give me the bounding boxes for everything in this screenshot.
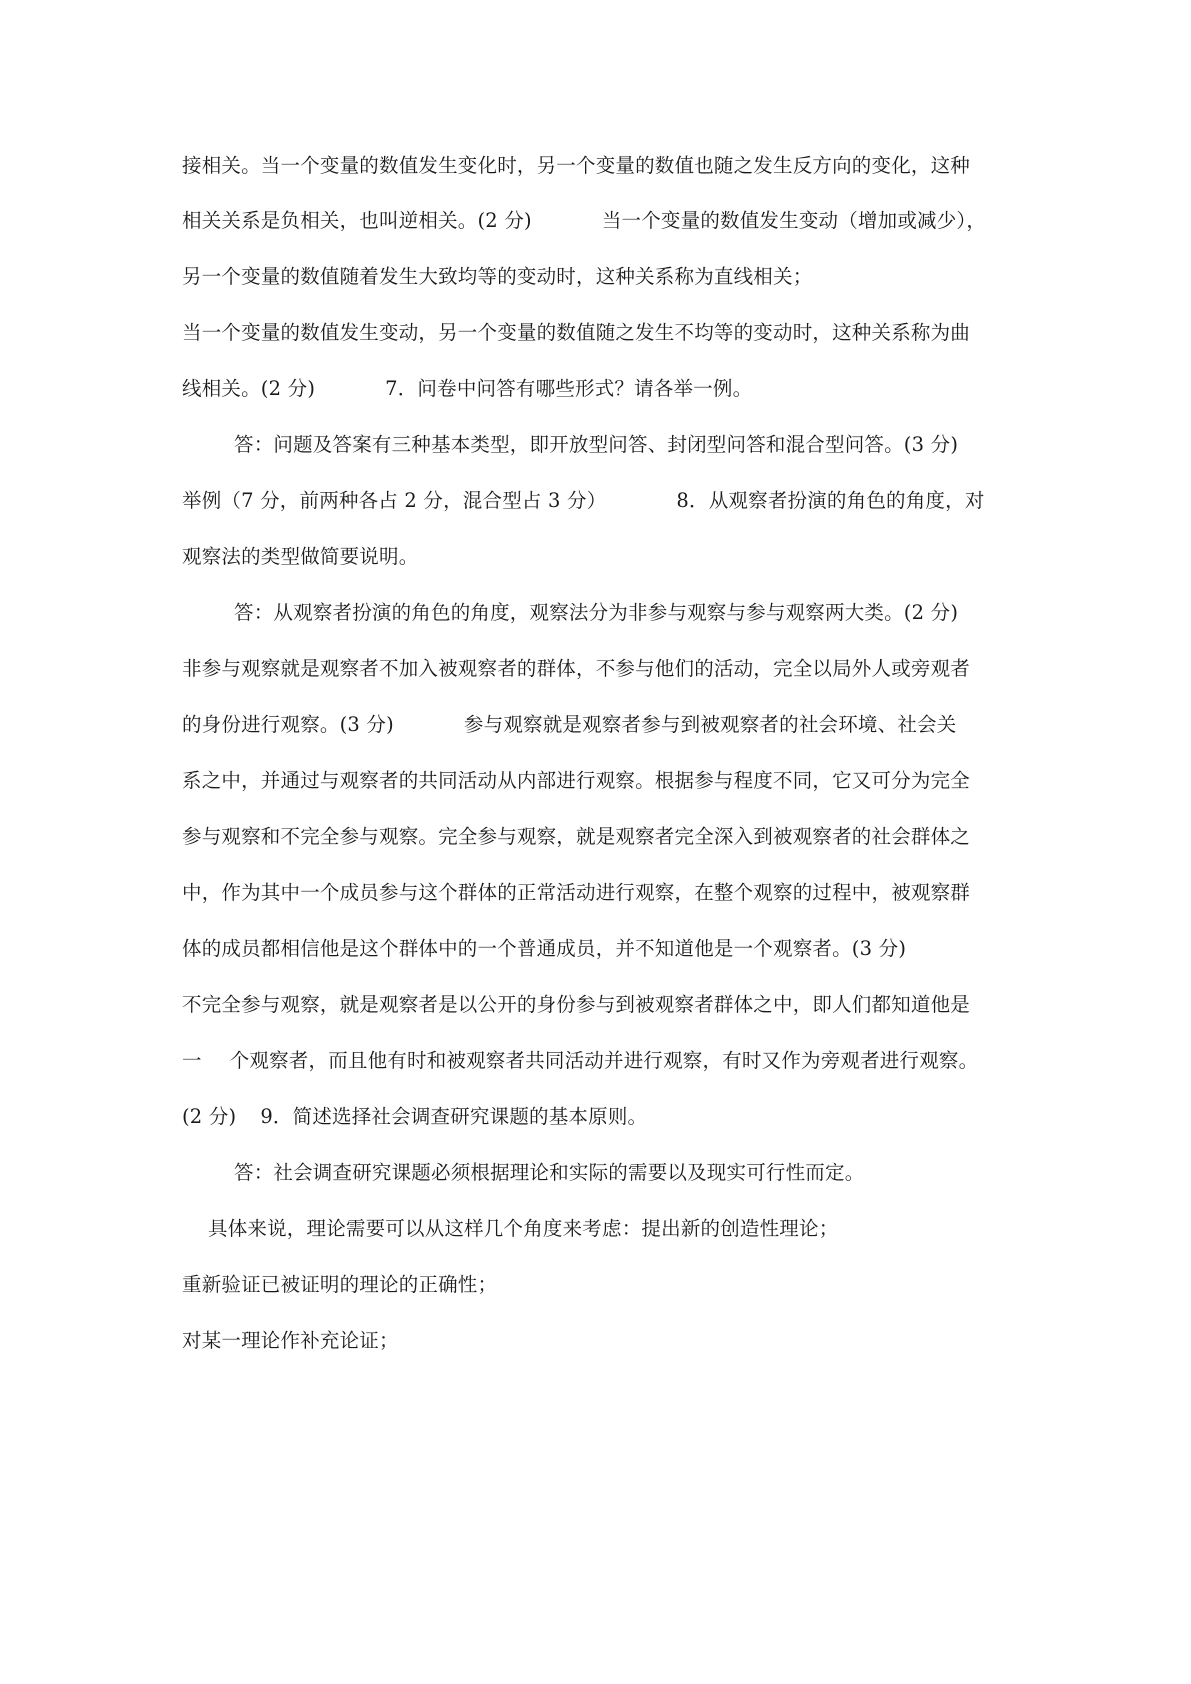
- text-segment: 相关关系是负相关，也叫逆相关。(2 分): [182, 209, 532, 232]
- question-heading: 8．从观察者扮演的角色的角度，对: [676, 489, 985, 512]
- text-segment: 的身份进行观察。(3 分): [182, 713, 394, 736]
- paragraph-line: [182, 1104, 1022, 1130]
- text-segment: 体的成员都相信他是这个群体中的一个普通成员，并不知道他是一个观察者。(3 分): [182, 937, 907, 960]
- paragraph-line: [182, 264, 1022, 290]
- paragraph-line: [182, 656, 1022, 682]
- text-segment: 重新验证已被证明的理论的正确性；: [182, 1273, 498, 1296]
- text-segment: 对某一理论作补充论证；: [182, 1329, 399, 1352]
- text-segment: 非参与观察就是观察者不加入被观察者的群体，不参与他们的活动，完全以局外人或旁观者: [182, 657, 971, 680]
- text-segment: 具体来说，理论需要可以从这样几个角度来考虑：提出新的创造性理论；: [208, 1217, 839, 1240]
- text-segment: 中，作为其中一个成员参与这个群体的正常活动进行观察，在整个观察的过程中，被观察群: [182, 881, 971, 904]
- text-segment: 另一个变量的数值随着发生大致均等的变动时，这种关系称为直线相关；: [182, 265, 813, 288]
- paragraph-line: [182, 544, 1022, 570]
- text-segment: (2 分): [182, 1105, 237, 1128]
- text-segment: 线相关。(2 分): [182, 377, 316, 400]
- paragraph-line: [208, 1216, 1022, 1242]
- paragraph-line: [182, 1048, 1022, 1074]
- paragraph-line: [182, 153, 1022, 179]
- paragraph-line: [182, 208, 1022, 234]
- paragraph-line: [182, 488, 1022, 514]
- text-segment: 不完全参与观察，就是观察者是以公开的身份参与到被观察者群体之中，即人们都知道他是: [182, 993, 971, 1016]
- text-segment: 一: [182, 1049, 202, 1072]
- paragraph-line: [182, 824, 1022, 850]
- text-segment: 当一个变量的数值发生变动，另一个变量的数值随之发生不均等的变动时，这种关系称为曲: [182, 321, 971, 344]
- text-segment: 系之中，并通过与观察者的共同活动从内部进行观察。根据参与程度不同，它又可分为完全: [182, 769, 971, 792]
- paragraph-line: [182, 1272, 1022, 1298]
- question-heading: 7．问卷中问答有哪些形式？请各举一例。: [385, 377, 753, 400]
- paragraph-line: [182, 768, 1022, 794]
- paragraph-line: [182, 992, 1022, 1018]
- text-segment: 个观察者，而且他有时和被观察者共同活动并进行观察，有时又作为旁观者进行观察。: [229, 1049, 979, 1072]
- answer-line: [234, 1160, 1022, 1186]
- paragraph-line: [182, 880, 1022, 906]
- paragraph-line: [182, 712, 1022, 738]
- text-segment: 观察法的类型做简要说明。: [182, 545, 419, 568]
- question-heading: 9．简述选择社会调查研究课题的基本原则。: [260, 1105, 648, 1128]
- text-segment: 参与观察就是观察者参与到被观察者的社会环境、社会关: [463, 713, 957, 736]
- text-segment: 答：问题及答案有三种基本类型，即开放型问答、封闭型问答和混合型问答。(3 分): [234, 433, 959, 456]
- paragraph-line: [182, 1328, 1022, 1354]
- answer-line: [234, 432, 1022, 458]
- paragraph-line: [182, 320, 1022, 346]
- text-segment: 举例（7 分，前两种各占 2 分，混合型占 3 分）: [182, 489, 607, 512]
- paragraph-line: [182, 376, 1022, 402]
- text-segment: 答：从观察者扮演的角色的角度，观察法分为非参与观察与参与观察两大类。(2 分): [234, 601, 959, 624]
- text-segment: 接相关。当一个变量的数值发生变化时，另一个变量的数值也随之发生反方向的变化，这种: [182, 154, 971, 177]
- paragraph-line: [182, 936, 1022, 962]
- text-segment: 当一个变量的数值发生变动（增加或减少），: [601, 209, 987, 232]
- text-segment: 参与观察和不完全参与观察。完全参与观察，就是观察者完全深入到被观察者的社会群体之: [182, 825, 971, 848]
- answer-line: [234, 600, 1022, 626]
- text-segment: 答：社会调查研究课题必须根据理论和实际的需要以及现实可行性而定。: [234, 1161, 865, 1184]
